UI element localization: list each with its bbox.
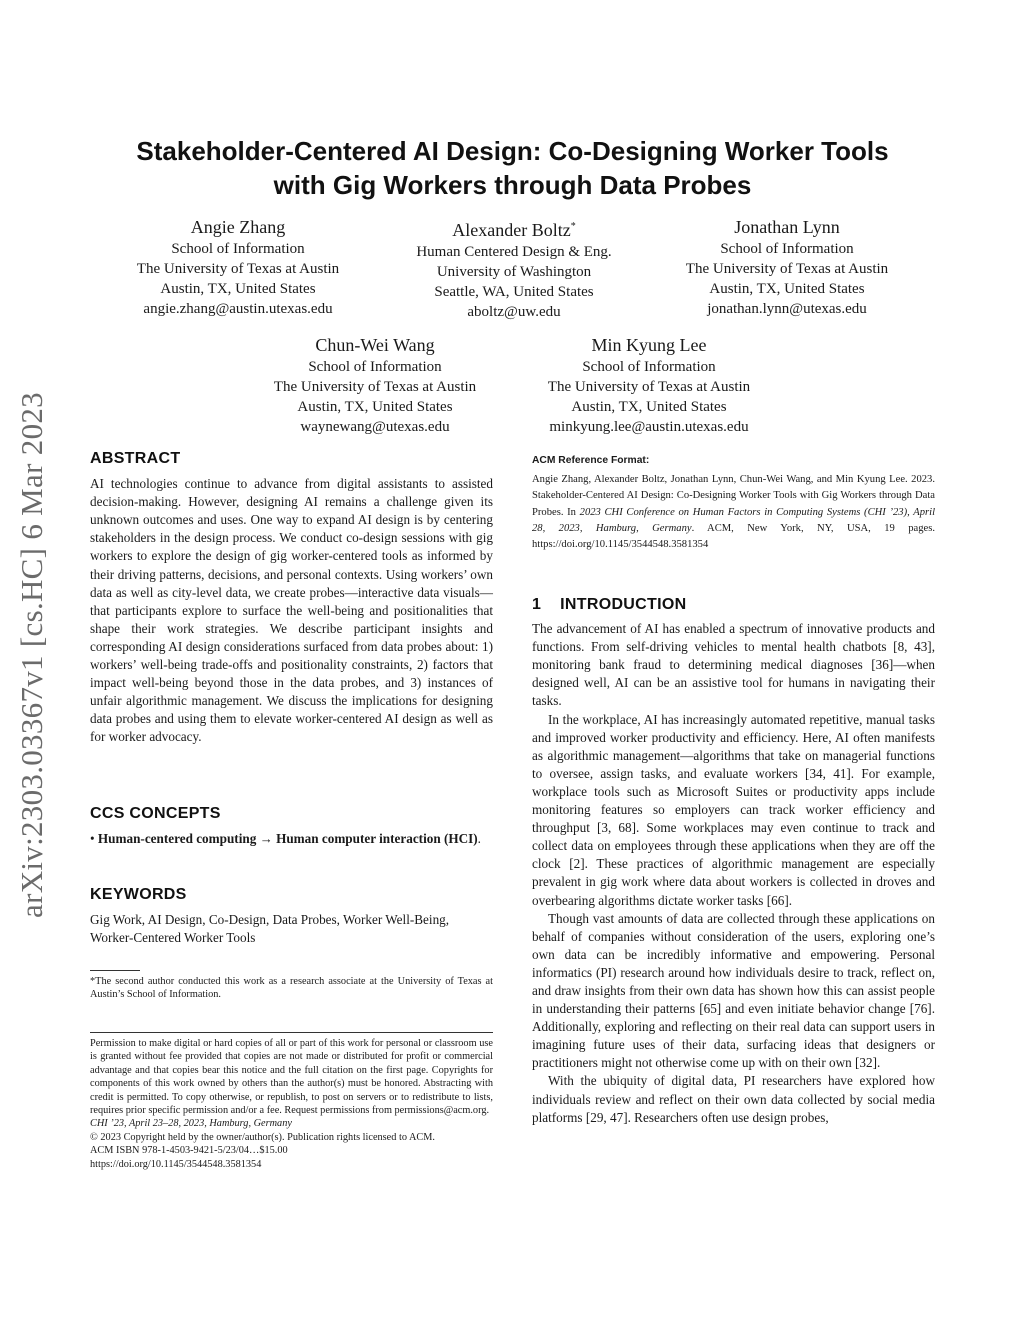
author-footnote: *The second author conducted this work as a research associate at the University of Texas at Austin’s School of Information. <box>90 976 493 1001</box>
permission-text: Permission to make digital or hard copies of all or part of this work for personal or classroom use is granted without fee provided that copies are not made or distributed for profit or commercial advantage and that copies bear this notice and the full citation on the first page. Copyrights for components of this work owned by others than the author(s) must be honored. Abstracting with credit is permitted. To copy otherwise, or republish, to post on servers or to redistribute to lists, requires prior specific permission and/or a fee. Request permissions from permissions@acm.org. <box>90 1038 493 1117</box>
permission-block <box>90 1037 493 1171</box>
author-location: Seattle, WA, United States <box>434 284 594 300</box>
intro-paragraph-3: Though vast amounts of data are collected through these applications on behalf of companies without consideration of the users, exploring one’s own data can be incredibly informative and empowering. Personal informatics (PI) research around how individuals desire to track, reflect on, and draw insights from their own data has shown how this can assist people in understanding their patterns [65] and even initiate behavior change [76]. Additionally, exploring and reflecting on their real data can support users in imagining future uses of their data, surfacing ideas that designers or practitioners might not otherwise come up with on their own [32]. <box>532 910 935 1071</box>
introduction-section <box>532 596 935 1127</box>
author-name: Angie Zhang <box>190 217 286 237</box>
copyright-line: © 2023 Copyright held by the owner/author(s). Publication rights licensed to ACM. <box>90 1131 436 1143</box>
introduction-heading: 1 INTRODUCTION <box>532 596 687 613</box>
author-email: jonathan.lynn@utexas.edu <box>707 301 867 317</box>
author-location: Austin, TX, United States <box>160 281 316 297</box>
keywords-section <box>90 886 493 947</box>
isbn-line: ACM ISBN 978-1-4503-9421-5/23/04…$15.00 <box>90 1145 288 1157</box>
author-institution: University of Washington <box>436 264 592 280</box>
author-institution: The University of Texas at Austin <box>685 261 889 277</box>
arxiv-identifier: arXiv:2303.03367v1 [cs.HC] 6 Mar 2023 <box>14 391 49 918</box>
ccs-heading: CCS CONCEPTS <box>90 805 221 822</box>
author-name-text: Alexander Boltz <box>452 220 571 240</box>
title-line-1: Stakeholder-Centered AI Design: Co-Designing Worker Tools <box>136 136 889 166</box>
author-affiliation: School of Information <box>308 359 442 375</box>
author-block-1 <box>108 216 368 319</box>
author-block-5 <box>519 334 779 437</box>
intro-paragraph-2: In the workplace, AI has increasingly automated repetitive, manual tasks and improved worker productivity and efficiency. Here, AI often manifests as algorithmic management—algorithms that take on managerial functions to oversee, assign tasks, and evaluate workers [34, 41]. For example, workplace tools such as Microsoft Suites or productivity apps include monitoring features so employers can track worker efficiency and throughput [3, 68]. Some workplaces may even continue to track and collect data on employees through these applications when they are off the clock [2]. These practices of algorithmic management are especially prevalent in gig work where data about workers is collected in droves and overbearing algorithms dictate worker tasks [66]. <box>532 711 935 908</box>
author-affiliation: School of Information <box>582 359 716 375</box>
ccs-section <box>90 805 493 848</box>
author-name: Jonathan Lynn <box>734 217 840 237</box>
author-affiliation: Human Centered Design & Eng. <box>416 244 612 260</box>
footnote-rule <box>90 970 140 971</box>
author-block-2 <box>384 216 644 322</box>
abstract-section <box>90 450 493 747</box>
author-name: Chun-Wei Wang <box>315 335 435 355</box>
author-affiliation: School of Information <box>720 241 854 257</box>
author-email: minkyung.lee@austin.utexas.edu <box>549 419 749 435</box>
ccs-concept-term: Human-centered computing → Human computer interaction (HCI) <box>97 831 478 847</box>
author-block-4 <box>245 334 505 437</box>
author-institution: The University of Texas at Austin <box>547 379 751 395</box>
acm-reference-section <box>532 452 935 554</box>
author-affiliation: School of Information <box>171 241 305 257</box>
arxiv-sidebar <box>8 352 56 957</box>
acm-reference-venue: 2023 CHI Conference on Human Factors in Computing Systems (CHI ’23), April 28, 2023, Hamburg, Germany <box>532 506 936 534</box>
author-institution: The University of Texas at Austin <box>136 261 340 277</box>
intro-paragraph-4: With the ubiquity of digital data, PI researchers have explored how individuals review and reflect on their own data collected by social media platforms [29, 47]. Researchers often use design probes, <box>532 1073 935 1125</box>
acm-reference-text <box>532 472 935 553</box>
author-email: waynewang@utexas.edu <box>300 419 450 435</box>
acm-reference-label: ACM Reference Format: <box>532 455 650 466</box>
author-email: angie.zhang@austin.utexas.edu <box>143 301 333 317</box>
author-email: aboltz@uw.edu <box>467 304 561 320</box>
keywords-heading: KEYWORDS <box>90 886 187 903</box>
ccs-concept-tail: . <box>477 831 481 847</box>
acm-reference-part2: . ACM, New York, NY, USA, 19 pages. https://doi.org/10.1145/3544548.3581354 <box>532 522 935 551</box>
title-line-2: with Gig Workers through Data Probes <box>273 170 752 200</box>
ccs-concept <box>90 830 493 848</box>
abstract-text: AI technologies continue to advance from digital assistants to assisted decision-making. However, designing AI remains a challenge given its unknown outcomes and uses. One way to expand AI design is by centering stakeholders in the design process. We conduct co-design sessions with gig workers to explore the design of gig worker-centered tools as informed by their driving patterns, decisions, and personal contexts. Using workers’ own data as well as city-level data, we create probes—interactive data visuals—that participants explore to surface the well-being and positionalities that shape their work strategies. We describe participant insights and corresponding AI design considerations surfaced from data probes about: 1) workers’ well-being trade-offs and positionality constraints, 2) factors that impact well-being beyond those in the data probes, and 3) instances of unfair algorithmic management. We discuss the implications for designing data probes and using them to elevate worker-centered AI design as well as for worker advocacy. <box>90 476 493 745</box>
conference-venue: CHI ’23, April 23–28, 2023, Hamburg, Germany <box>90 1118 292 1130</box>
acm-reference-part1: Angie Zhang, Alexander Boltz, Jonathan Lynn, Chun-Wei Wang, and Min Kyung Lee. 2023. Stakeholder-Centered AI Design: Co-Designing Worker Tools with Gig Workers through Data Probes. In <box>532 474 935 518</box>
intro-paragraph-1: The advancement of AI has enabled a spectrum of innovative products and functions. From self-driving vehicles to mental health chatbots [8, 43], monitoring bank fraud to determining medical diagnoses [36]—when designed well, AI can be an assistive tool for humans in navigating their tasks. <box>532 621 935 709</box>
author-location: Austin, TX, United States <box>709 281 865 297</box>
author-footnote-mark: * <box>570 221 576 232</box>
author-location: Austin, TX, United States <box>297 399 453 415</box>
doi-line: https://doi.org/10.1145/3544548.3581354 <box>90 1158 262 1170</box>
author-institution: The University of Texas at Austin <box>273 379 477 395</box>
ccs-bullet: • <box>90 831 98 847</box>
author-name <box>384 216 644 241</box>
paper-title <box>90 134 935 202</box>
keywords-text: Gig Work, AI Design, Co-Design, Data Probes, Worker Well-Being, Worker-Centered Worker Tools <box>90 912 450 946</box>
author-location: Austin, TX, United States <box>571 399 727 415</box>
abstract-heading: ABSTRACT <box>90 450 181 467</box>
permission-rule <box>90 1032 493 1033</box>
author-name: Min Kyung Lee <box>591 335 707 355</box>
author-block-3 <box>657 216 917 319</box>
